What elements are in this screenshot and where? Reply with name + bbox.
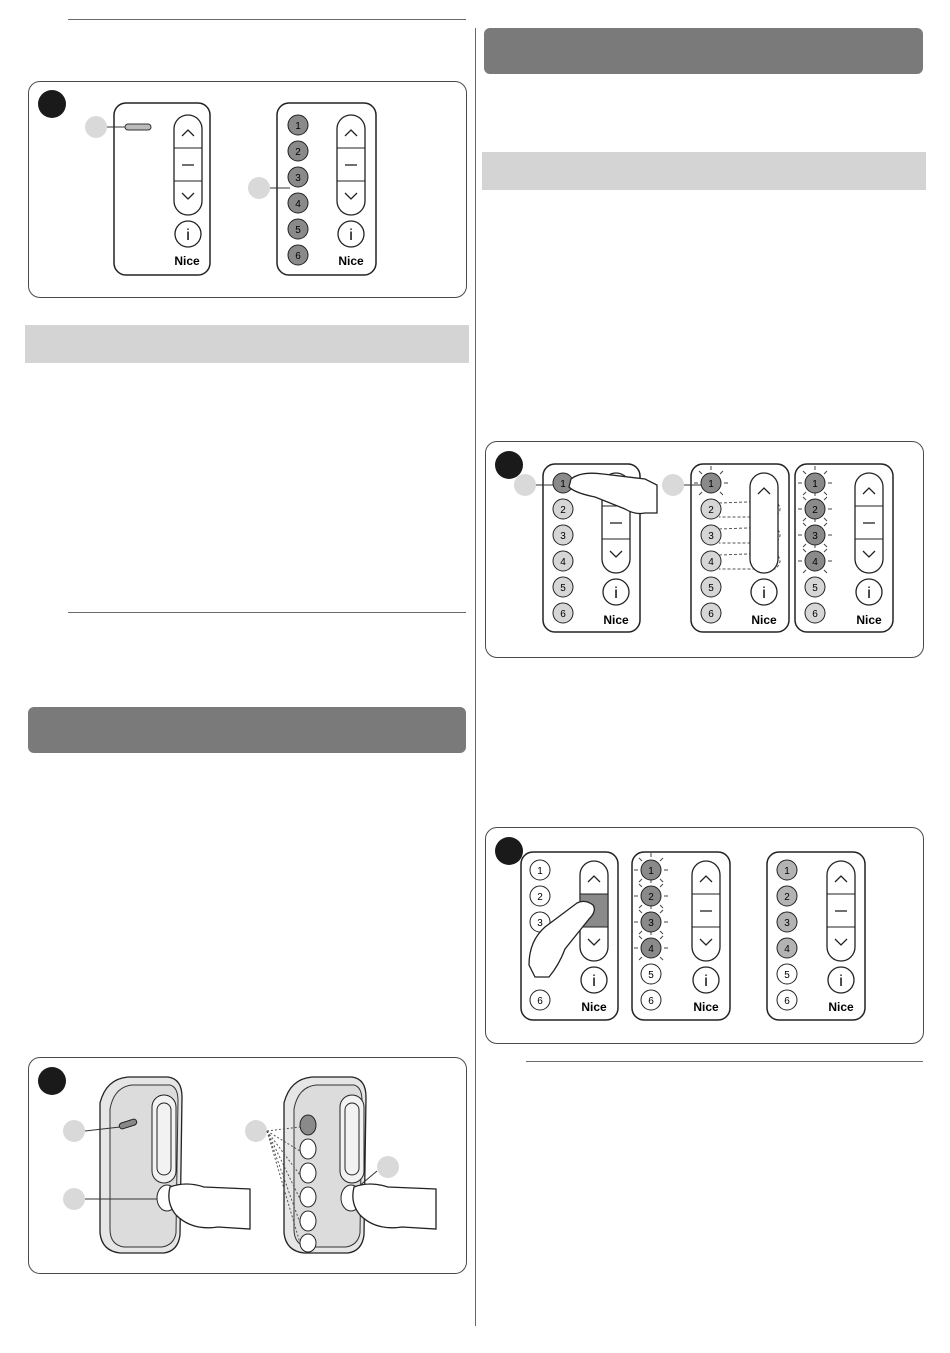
remote-press-key-1 [514,464,657,632]
channel-key-label: 5 [648,970,654,981]
channel-key-label: 2 [708,505,714,516]
info-label: i [839,973,843,990]
channel-key-label: 1 [648,866,654,877]
channel-key-label: 3 [812,531,818,542]
channel-key-label: 1 [708,479,714,490]
channel-key-label: 1 [537,866,543,877]
remote-six-channel [248,103,376,275]
figure-4-illustration [28,1057,465,1272]
info-label: i [186,227,190,244]
callout-channel-keys [248,177,270,199]
channel-key-label: 4 [295,199,301,210]
callout-side-button [63,1188,85,1210]
channel-key-label: 4 [560,557,566,568]
brand-logo-text: Nice [856,613,882,627]
channel-key-label: 6 [708,609,714,620]
figure-3-illustration [485,827,922,1042]
channel-key-label: 1 [295,121,301,132]
callout [662,474,684,496]
figure-2-illustration [485,441,922,656]
info-label: i [762,585,766,602]
figure-1-illustration [28,81,465,296]
channel-key-label: 4 [708,557,714,568]
channel-key-label: 6 [784,996,790,1007]
channel-key-label: 5 [708,583,714,594]
remote-keys-flashing [632,852,730,1020]
led-indicator-icon [125,124,151,130]
info-label: i [867,585,871,602]
brand-logo-text: Nice [603,613,629,627]
remote-select-keys [662,464,789,632]
channel-key-label: 4 [812,557,818,568]
section-header-bar-left [28,707,466,753]
channel-key-label: 6 [812,609,818,620]
remote-keys-lit [767,852,865,1020]
channel-key-label: 2 [784,892,790,903]
brand-logo-text: Nice [581,1000,607,1014]
bottom-right-rule [526,1061,923,1062]
channel-key-label: 6 [560,609,566,620]
channel-key-label: 4 [784,944,790,955]
channel-key-label: 6 [648,996,654,1007]
channel-key-label: 3 [648,918,654,929]
channel-key-label: 1 [560,479,566,490]
section-header-bar-right-top [484,28,923,74]
channel-key-label: 3 [295,173,301,184]
channel-key-label: 3 [708,531,714,542]
channel-key-label: 5 [560,583,566,594]
subsection-header-bar-right [482,152,926,190]
remote-press-stop [521,852,618,1020]
channel-key-label: 5 [812,583,818,594]
remote-keys-flashing [795,464,893,632]
channel-key-label: 3 [784,918,790,929]
channel-key-label: 5 [295,225,301,236]
channel-key-label: 2 [648,892,654,903]
channel-key-label: 2 [560,505,566,516]
remote-single-channel [85,103,210,275]
info-label: i [704,973,708,990]
channel-key-label: 2 [295,147,301,158]
top-left-rule [68,19,466,20]
brand-logo-text: Nice [751,613,777,627]
callout [514,474,536,496]
subsection-header-bar-left [25,325,469,363]
mid-left-rule [68,612,466,613]
info-label: i [592,973,596,990]
channel-key-label: 5 [784,970,790,981]
remote-perspective-single [63,1077,250,1253]
channel-key-label: 2 [537,892,543,903]
channel-key-label: 1 [812,479,818,490]
column-divider [475,28,476,1326]
finger-icon [169,1184,250,1229]
brand-logo-text: Nice [693,1000,719,1014]
brand-logo-text: Nice [828,1000,854,1014]
channel-key-label: 6 [537,996,543,1007]
channel-key-label: 4 [648,944,654,955]
callout-channel-keys [245,1120,267,1142]
brand-logo-text: Nice [338,254,364,268]
callout-led [63,1120,85,1142]
channel-key-label: 2 [812,505,818,516]
channel-key-label: 1 [784,866,790,877]
channel-key-label: 3 [560,531,566,542]
finger-icon [353,1184,436,1229]
callout-side-button [377,1156,399,1178]
channel-key-label: 3 [537,918,543,929]
brand-logo-text: Nice [174,254,200,268]
channel-key-label: 6 [295,251,301,262]
info-label: i [614,585,618,602]
remote-perspective-six [245,1077,436,1253]
info-label: i [349,227,353,244]
callout-led [85,116,107,138]
